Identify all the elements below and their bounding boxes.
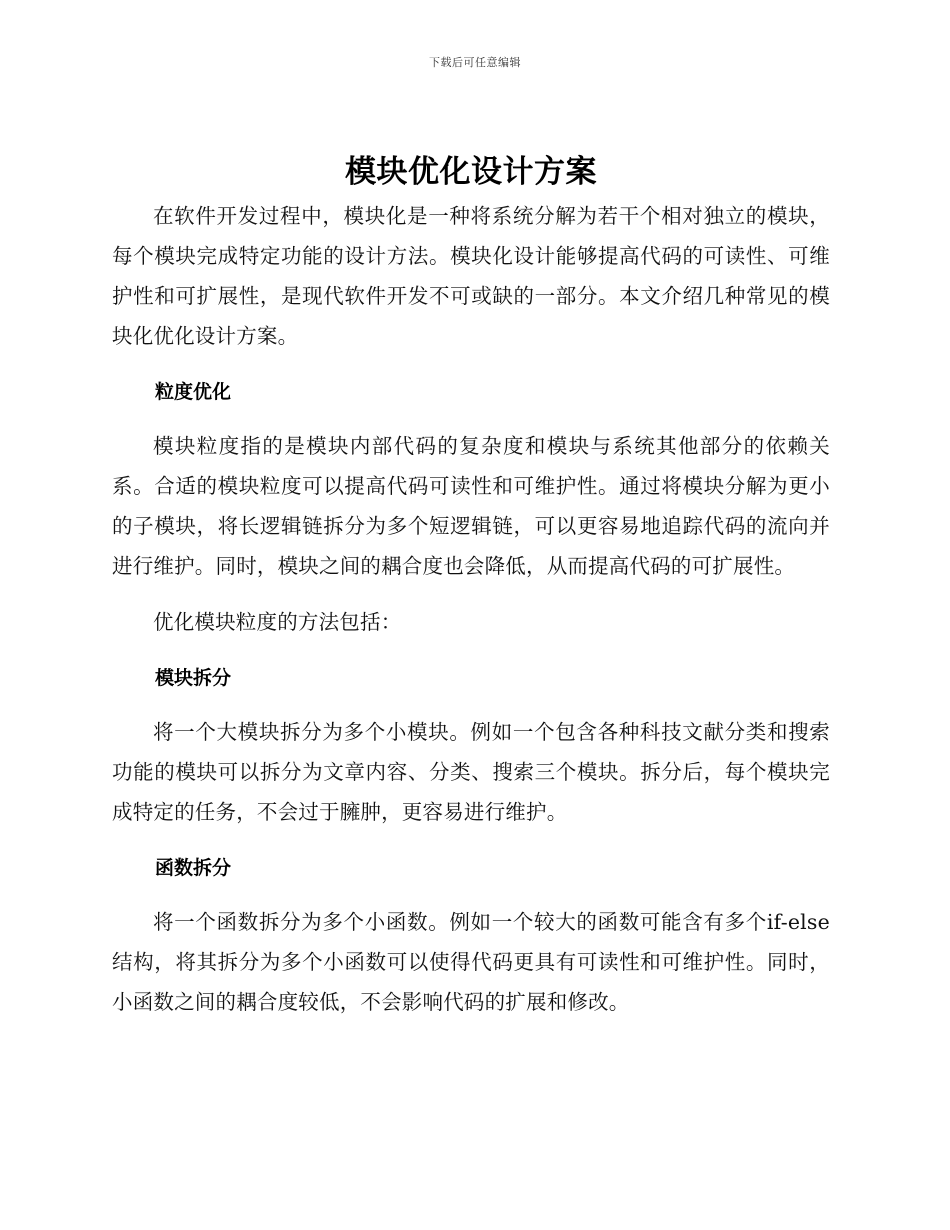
section-paragraph: 将一个函数拆分为多个小函数。例如一个较大的函数可能含有多个if-else结构，将其拆分为多个小函数可以使得代码更具有可读性和可维护性。同时，小函数之间的耦合度较低，不会影响代码的扩展和修改。 <box>112 910 830 1014</box>
section-heading-function-split: 函数拆分 <box>155 857 232 879</box>
document-title: 模块优化设计方案 <box>345 154 597 190</box>
section-paragraph: 优化模块粒度的方法包括： <box>153 610 402 634</box>
section-heading-granularity: 粒度优化 <box>155 381 232 403</box>
section-heading-module-split: 模块拆分 <box>155 667 232 689</box>
section-paragraph: 将一个大模块拆分为多个小模块。例如一个包含各种科技文献分类和搜索功能的模块可以拆分为文章内容、分类、搜索三个模块。拆分后，每个模块完成特定的任务，不会过于臃肿，更容易进行维护。 <box>112 720 830 824</box>
section-paragraph: 模块粒度指的是模块内部代码的复杂度和模块与系统其他部分的依赖关系。合适的模块粒度可以提高代码可读性和可维护性。通过将模块分解为更小的子模块，将长逻辑链拆分为多个短逻辑链，可以更容易地追踪代码的流向并进行维护。同时，模块之间的耦合度也会降低，从而提高代码的可扩展性。 <box>112 434 830 578</box>
page-header-note: 下载后可任意编辑 <box>429 56 521 69</box>
document-body <box>112 148 830 1022</box>
intro-paragraph: 在软件开发过程中，模块化是一种将系统分解为若干个相对独立的模块，每个模块完成特定功能的设计方法。模块化设计能够提高代码的可读性、可维护性和可扩展性，是现代软件开发不可或缺的一部分。本文介绍几种常见的模块化优化设计方案。 <box>112 204 830 348</box>
